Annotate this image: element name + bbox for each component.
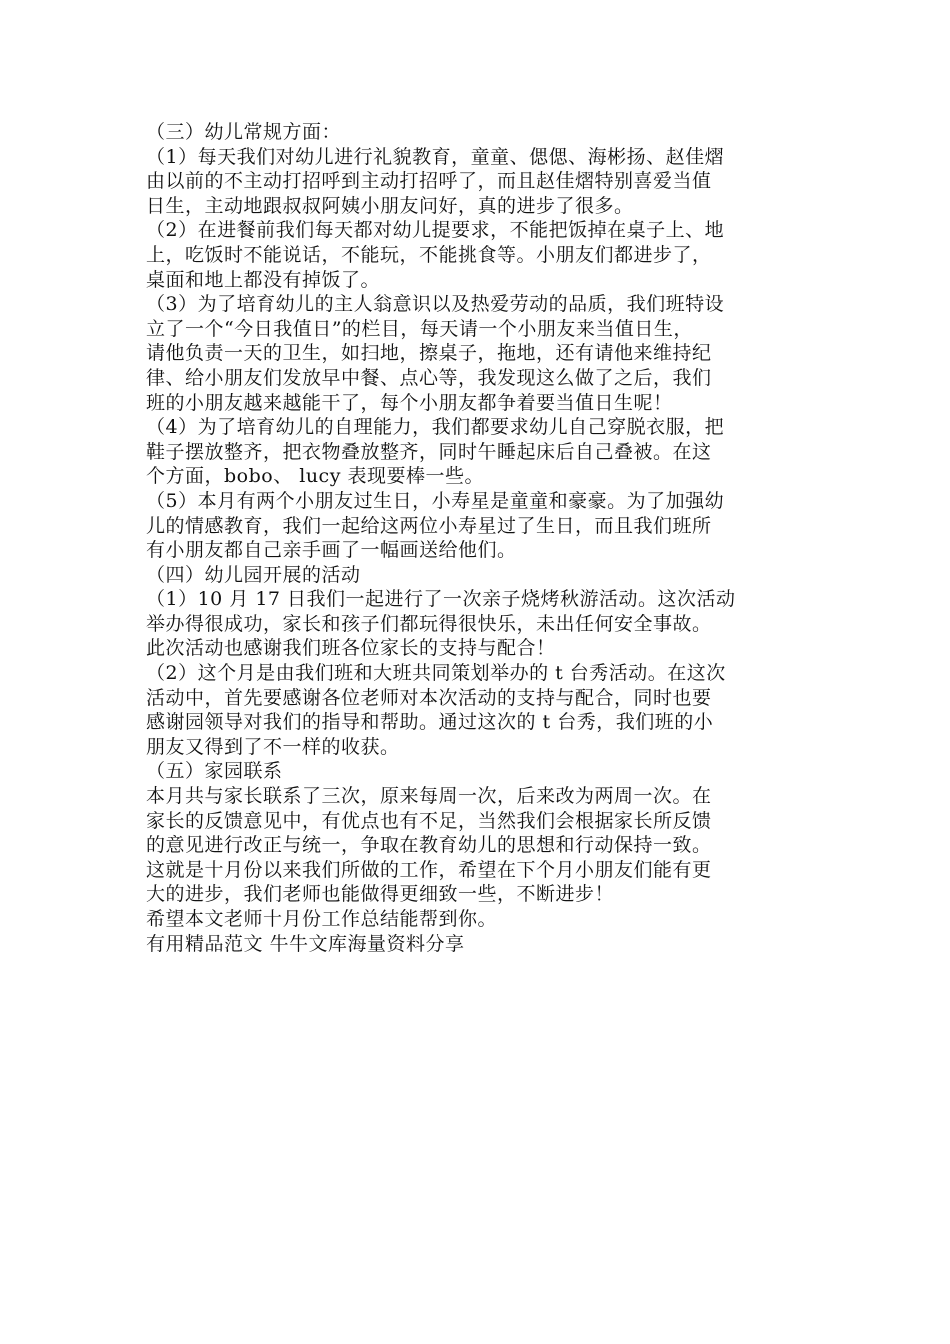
text-line: 家长的反馈意见中，有优点也有不足，当然我们会根据家长所反馈 bbox=[146, 809, 712, 832]
text-line: （2）这个月是由我们班和大班共同策划举办的 t 台秀活动。在这次 bbox=[146, 662, 726, 685]
document-body bbox=[146, 120, 811, 956]
text-line: 律、给小朋友们发放早中餐、点心等，我发现这么做了之后，我们 bbox=[146, 366, 712, 389]
text-line: 儿的情感教育，我们一起给这两位小寿星过了生日，而且我们班所 bbox=[146, 514, 712, 537]
text-line: 有用精品范文 牛牛文库海量资料分享 bbox=[146, 932, 465, 955]
text-line: 此次活动也感谢我们班各位家长的支持与配合！ bbox=[146, 637, 556, 660]
text-line: （五）家园联系 bbox=[146, 760, 283, 783]
text-line: 希望本文老师十月份工作总结能帮到你。 bbox=[146, 908, 498, 930]
text-line: 日生，主动地跟叔叔阿姨小朋友问好，真的进步了很多。 bbox=[146, 194, 634, 217]
text-line: 感谢园领导对我们的指导和帮助。通过这次的 t 台秀，我们班的小 bbox=[146, 711, 714, 734]
text-line: 鞋子摆放整齐，把衣物叠放整齐，同时午睡起床后自己叠被。在这 bbox=[146, 440, 712, 463]
text-line: 由以前的不主动打招呼到主动打招呼了，而且赵佳熠特别喜爱当值 bbox=[146, 170, 712, 193]
text-line: 大的进步，我们老师也能做得更细致一些，不断进步！ bbox=[146, 883, 615, 906]
text-line: 活动中，首先要感谢各位老师对本次活动的支持与配合，同时也要 bbox=[146, 686, 712, 709]
text-line: （三）幼儿常规方面： bbox=[146, 121, 342, 143]
text-line: （5）本月有两个小朋友过生日，小寿星是童童和豪豪。为了加强幼 bbox=[146, 489, 725, 512]
text-line: （四）幼儿园开展的活动 bbox=[146, 563, 361, 586]
text-line: 举办得很成功，家长和孩子们都玩得很快乐，未出任何安全事故。 bbox=[146, 612, 712, 635]
text-line: （1）每天我们对幼儿进行礼貌教育，童童、偲偲、海彬扬、赵佳熠 bbox=[146, 145, 725, 168]
text-line: 桌面和地上都没有掉饭了。 bbox=[146, 268, 381, 291]
text-line: （3）为了培育幼儿的主人翁意识以及热爱劳动的品质，我们班特设 bbox=[146, 293, 725, 316]
text-line: 个方面，bobo、 lucy 表现要棒一些。 bbox=[146, 465, 484, 488]
text-line: （1）10 月 17 日我们一起进行了一次亲子烧烤秋游活动。这次活动 bbox=[146, 588, 736, 611]
text-line: （2）在进餐前我们每天都对幼儿提要求，不能把饭掉在桌子上、地 bbox=[146, 219, 725, 242]
text-line: 立了一个“今日我值日”的栏目，每天请一个小朋友来当值日生， bbox=[146, 317, 693, 340]
text-line: 这就是十月份以来我们所做的工作，希望在下个月小朋友们能有更 bbox=[146, 858, 712, 881]
text-line: 本月共与家长联系了三次，原来每周一次，后来改为两周一次。在 bbox=[146, 785, 712, 808]
text-line: 请他负责一天的卫生，如扫地，擦桌子，拖地，还有请他来维持纪 bbox=[146, 342, 712, 365]
text-line: 上，吃饭时不能说话，不能玩，不能挑食等。小朋友们都进步了， bbox=[146, 243, 712, 266]
text-line: 班的小朋友越来越能干了，每个小朋友都争着要当值日生呢！ bbox=[146, 391, 673, 414]
text-line: 朋友又得到了不一样的收获。 bbox=[146, 735, 400, 758]
text-line: （4）为了培育幼儿的自理能力，我们都要求幼儿自己穿脱衣服，把 bbox=[146, 416, 725, 439]
text-line: 的意见进行改正与统一，争取在教育幼儿的思想和行动保持一致。 bbox=[146, 834, 712, 857]
text-line: 有小朋友都自己亲手画了一幅画送给他们。 bbox=[146, 539, 517, 562]
